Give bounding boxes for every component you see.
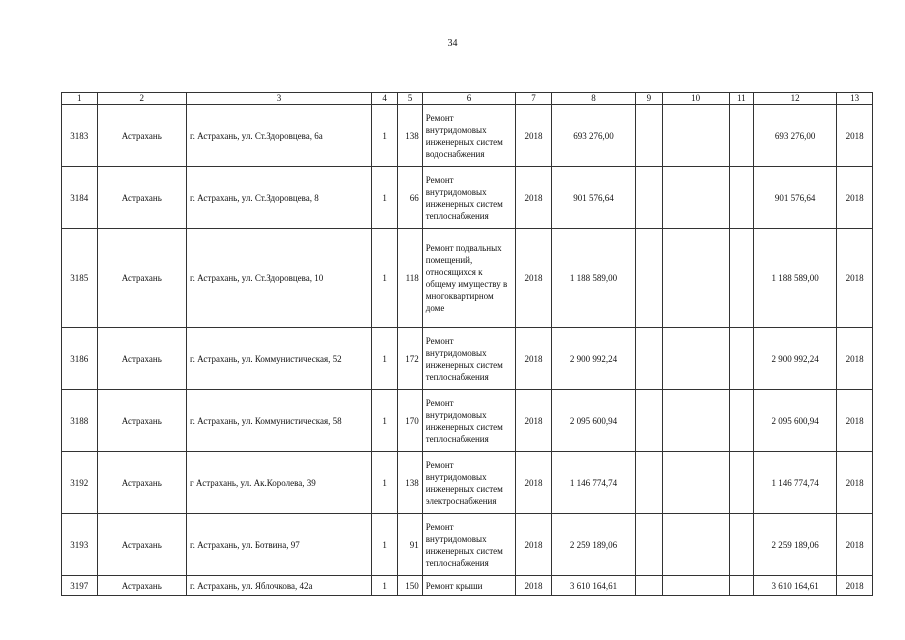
col5-cell: 91 <box>398 514 422 576</box>
col11-cell <box>729 229 753 328</box>
city-cell: Астрахань <box>97 576 186 596</box>
total-cell: 2 900 992,24 <box>754 328 837 390</box>
year2-cell: 2018 <box>837 328 873 390</box>
col5-cell: 172 <box>398 328 422 390</box>
table-row <box>62 105 873 167</box>
work-type-cell: Ремонт подвальных помещений, относящихся к общему имуществу в многоквартирном доме <box>422 229 515 328</box>
col5-cell: 66 <box>398 167 422 229</box>
col9-cell <box>636 328 662 390</box>
city-cell: Астрахань <box>97 229 186 328</box>
work-type-cell: Ремонт крыши <box>422 576 515 596</box>
col5-cell: 150 <box>398 576 422 596</box>
col9-cell <box>636 105 662 167</box>
year2-cell: 2018 <box>837 452 873 514</box>
row-number-cell: 3185 <box>62 229 98 328</box>
cost-cell: 3 610 164,61 <box>551 576 635 596</box>
work-type-cell: Ремонт внутридомовых инженерных систем теплоснабжения <box>422 514 515 576</box>
column-header: 3 <box>186 93 371 105</box>
col5-cell: 118 <box>398 229 422 328</box>
capital-repair-table <box>61 92 873 596</box>
city-cell: Астрахань <box>97 328 186 390</box>
address-cell: г. Астрахань, ул. Ст.Здоровцева, 10 <box>186 229 371 328</box>
col9-cell <box>636 229 662 328</box>
total-cell: 2 259 189,06 <box>754 514 837 576</box>
column-header: 13 <box>837 93 873 105</box>
work-type-cell: Ремонт внутридомовых инженерных систем теплоснабжения <box>422 390 515 452</box>
col9-cell <box>636 452 662 514</box>
col10-cell <box>662 514 729 576</box>
year-cell: 2018 <box>516 328 552 390</box>
col10-cell <box>662 105 729 167</box>
city-cell: Астрахань <box>97 390 186 452</box>
row-number-cell: 3186 <box>62 328 98 390</box>
table-row <box>62 514 873 576</box>
year-cell: 2018 <box>516 452 552 514</box>
year-cell: 2018 <box>516 229 552 328</box>
col11-cell <box>729 514 753 576</box>
year2-cell: 2018 <box>837 514 873 576</box>
city-cell: Астрахань <box>97 105 186 167</box>
year2-cell: 2018 <box>837 390 873 452</box>
year2-cell: 2018 <box>837 167 873 229</box>
col11-cell <box>729 328 753 390</box>
col4-cell: 1 <box>371 105 397 167</box>
col5-cell: 170 <box>398 390 422 452</box>
col11-cell <box>729 576 753 596</box>
col11-cell <box>729 452 753 514</box>
table-row <box>62 328 873 390</box>
total-cell: 1 188 589,00 <box>754 229 837 328</box>
col4-cell: 1 <box>371 576 397 596</box>
address-cell: г. Астрахань, ул. Коммунистическая, 58 <box>186 390 371 452</box>
total-cell: 2 095 600,94 <box>754 390 837 452</box>
column-header: 8 <box>551 93 635 105</box>
table-row <box>62 167 873 229</box>
column-header: 5 <box>398 93 422 105</box>
row-number-cell: 3183 <box>62 105 98 167</box>
city-cell: Астрахань <box>97 514 186 576</box>
row-number-cell: 3192 <box>62 452 98 514</box>
cost-cell: 2 095 600,94 <box>551 390 635 452</box>
row-number-cell: 3188 <box>62 390 98 452</box>
col9-cell <box>636 576 662 596</box>
column-header: 4 <box>371 93 397 105</box>
work-type-cell: Ремонт внутридомовых инженерных систем теплоснабжения <box>422 328 515 390</box>
col9-cell <box>636 514 662 576</box>
address-cell: г. Астрахань, ул. Ботвина, 97 <box>186 514 371 576</box>
year2-cell: 2018 <box>837 105 873 167</box>
column-number-row <box>62 93 873 105</box>
year2-cell: 2018 <box>837 229 873 328</box>
col4-cell: 1 <box>371 390 397 452</box>
col4-cell: 1 <box>371 167 397 229</box>
col10-cell <box>662 167 729 229</box>
cost-cell: 2 259 189,06 <box>551 514 635 576</box>
column-header: 9 <box>636 93 662 105</box>
column-header: 1 <box>62 93 98 105</box>
address-cell: г. Астрахань, ул. Ст.Здоровцева, 6а <box>186 105 371 167</box>
col4-cell: 1 <box>371 229 397 328</box>
total-cell: 1 146 774,74 <box>754 452 837 514</box>
city-cell: Астрахань <box>97 452 186 514</box>
year-cell: 2018 <box>516 167 552 229</box>
column-header: 7 <box>516 93 552 105</box>
address-cell: г. Астрахань, ул. Коммунистическая, 52 <box>186 328 371 390</box>
col9-cell <box>636 390 662 452</box>
table-row <box>62 452 873 514</box>
column-header: 10 <box>662 93 729 105</box>
col10-cell <box>662 576 729 596</box>
col11-cell <box>729 167 753 229</box>
row-number-cell: 3184 <box>62 167 98 229</box>
total-cell: 901 576,64 <box>754 167 837 229</box>
col10-cell <box>662 452 729 514</box>
cost-cell: 1 188 589,00 <box>551 229 635 328</box>
col11-cell <box>729 390 753 452</box>
year-cell: 2018 <box>516 514 552 576</box>
col5-cell: 138 <box>398 105 422 167</box>
work-type-cell: Ремонт внутридомовых инженерных систем электроснабжения <box>422 452 515 514</box>
cost-cell: 1 146 774,74 <box>551 452 635 514</box>
address-cell: г Астрахань, ул. Ак.Королева, 39 <box>186 452 371 514</box>
table-row <box>62 229 873 328</box>
year-cell: 2018 <box>516 576 552 596</box>
column-header: 11 <box>729 93 753 105</box>
address-cell: г. Астрахань, ул. Яблочкова, 42а <box>186 576 371 596</box>
work-type-cell: Ремонт внутридомовых инженерных систем водоснабжения <box>422 105 515 167</box>
column-header: 2 <box>97 93 186 105</box>
table-row <box>62 390 873 452</box>
year-cell: 2018 <box>516 105 552 167</box>
address-cell: г. Астрахань, ул. Ст.Здоровцева, 8 <box>186 167 371 229</box>
row-number-cell: 3197 <box>62 576 98 596</box>
total-cell: 3 610 164,61 <box>754 576 837 596</box>
cost-cell: 901 576,64 <box>551 167 635 229</box>
col10-cell <box>662 390 729 452</box>
col4-cell: 1 <box>371 514 397 576</box>
work-type-cell: Ремонт внутридомовых инженерных систем теплоснабжения <box>422 167 515 229</box>
total-cell: 693 276,00 <box>754 105 837 167</box>
col10-cell <box>662 328 729 390</box>
cost-cell: 2 900 992,24 <box>551 328 635 390</box>
table-row <box>62 576 873 596</box>
col4-cell: 1 <box>371 328 397 390</box>
city-cell: Астрахань <box>97 167 186 229</box>
col4-cell: 1 <box>371 452 397 514</box>
col5-cell: 138 <box>398 452 422 514</box>
row-number-cell: 3193 <box>62 514 98 576</box>
column-header: 6 <box>422 93 515 105</box>
col11-cell <box>729 105 753 167</box>
col10-cell <box>662 229 729 328</box>
col9-cell <box>636 167 662 229</box>
column-header: 12 <box>754 93 837 105</box>
year-cell: 2018 <box>516 390 552 452</box>
page-number: 34 <box>447 38 458 49</box>
year2-cell: 2018 <box>837 576 873 596</box>
cost-cell: 693 276,00 <box>551 105 635 167</box>
